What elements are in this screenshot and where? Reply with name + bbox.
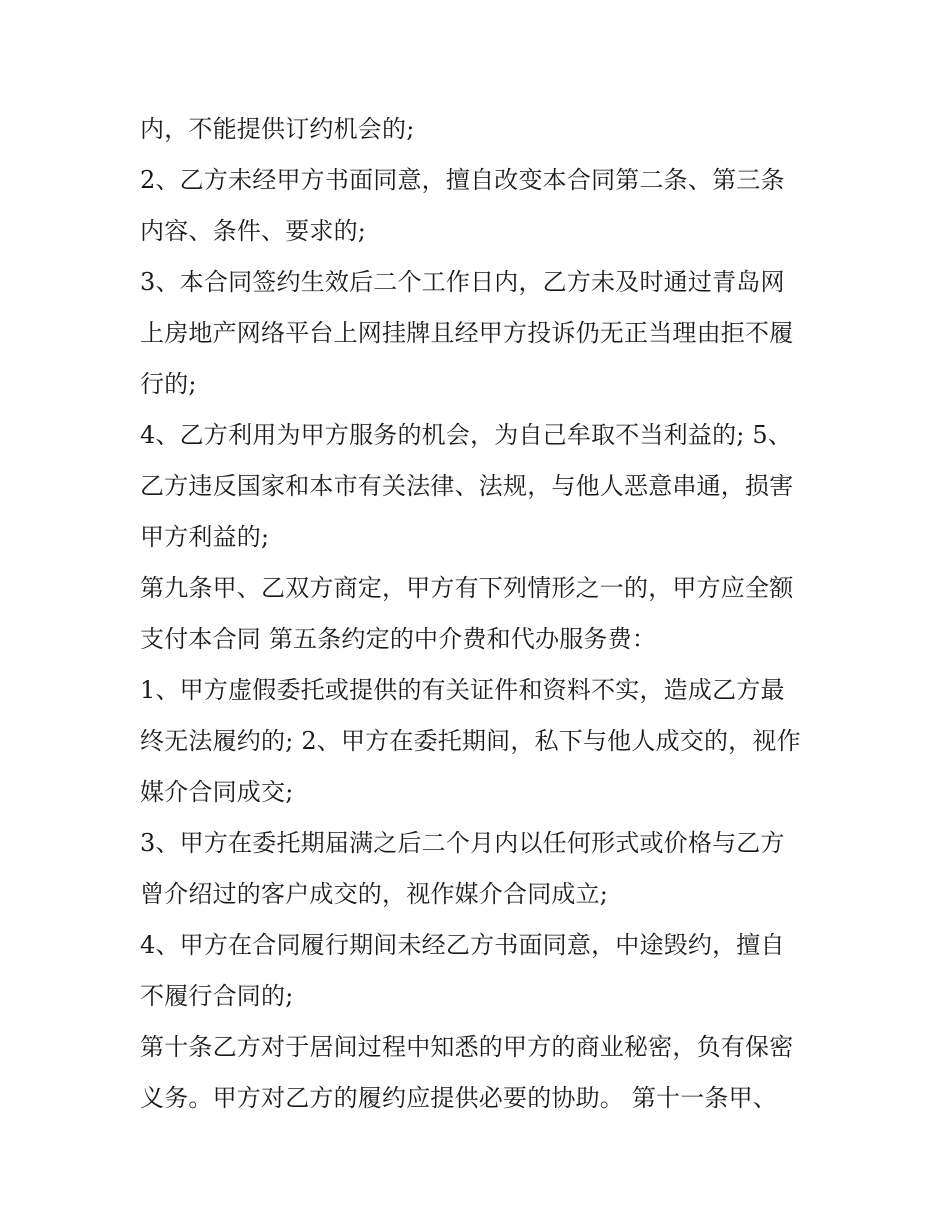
text-line: 3、甲方在委托期届满之后二个月内以任何形式或价格与乙方 [140, 829, 785, 857]
text-line: 4、乙方利用为甲方服务的机会，为自己牟取不当利益的; 5、 [140, 421, 793, 449]
text-line: 终无法履约的; 2、甲方在委托期间，私下与他人成交的，视作 [140, 727, 801, 755]
text-line: 支付本合同 第五条约定的中介费和代办服务费： [140, 625, 657, 653]
text-line: 2、乙方未经甲方书面同意，擅自改变本合同第二条、第三条 [140, 166, 785, 194]
text-line: 上房地产网络平台上网挂牌且经甲方投诉仍无正当理由拒不履 [140, 319, 794, 347]
text-line: 4、甲方在合同履行期间未经乙方书面同意，中途毁约，擅自 [140, 931, 785, 959]
text-line: 1、甲方虚假委托或提供的有关证件和资料不实，造成乙方最 [140, 676, 785, 704]
text-line: 义务。甲方对乙方的履约应提供必要的协助。 第十一条甲、 [140, 1084, 778, 1112]
text-line: 甲方利益的; [140, 523, 270, 551]
text-line: 第十条乙方对于居间过程中知悉的甲方的商业秘密，负有保密 [140, 1033, 794, 1061]
text-line: 不履行合同的; [140, 982, 294, 1010]
text-line: 第九条甲、乙双方商定，甲方有下列情形之一的，甲方应全额 [140, 574, 794, 602]
text-line: 内，不能提供订约机会的; [140, 115, 415, 143]
text-line: 媒介合同成交; [140, 778, 294, 806]
text-line: 乙方违反国家和本市有关法律、法规，与他人恶意串通，损害 [140, 472, 794, 500]
text-line: 行的; [140, 370, 197, 398]
text-line: 3、本合同签约生效后二个工作日内，乙方未及时通过青岛网 [140, 268, 785, 296]
text-line: 曾介绍过的客户成交的，视作媒介合同成立; [140, 880, 609, 908]
text-line: 内容、条件、要求的; [140, 217, 367, 245]
